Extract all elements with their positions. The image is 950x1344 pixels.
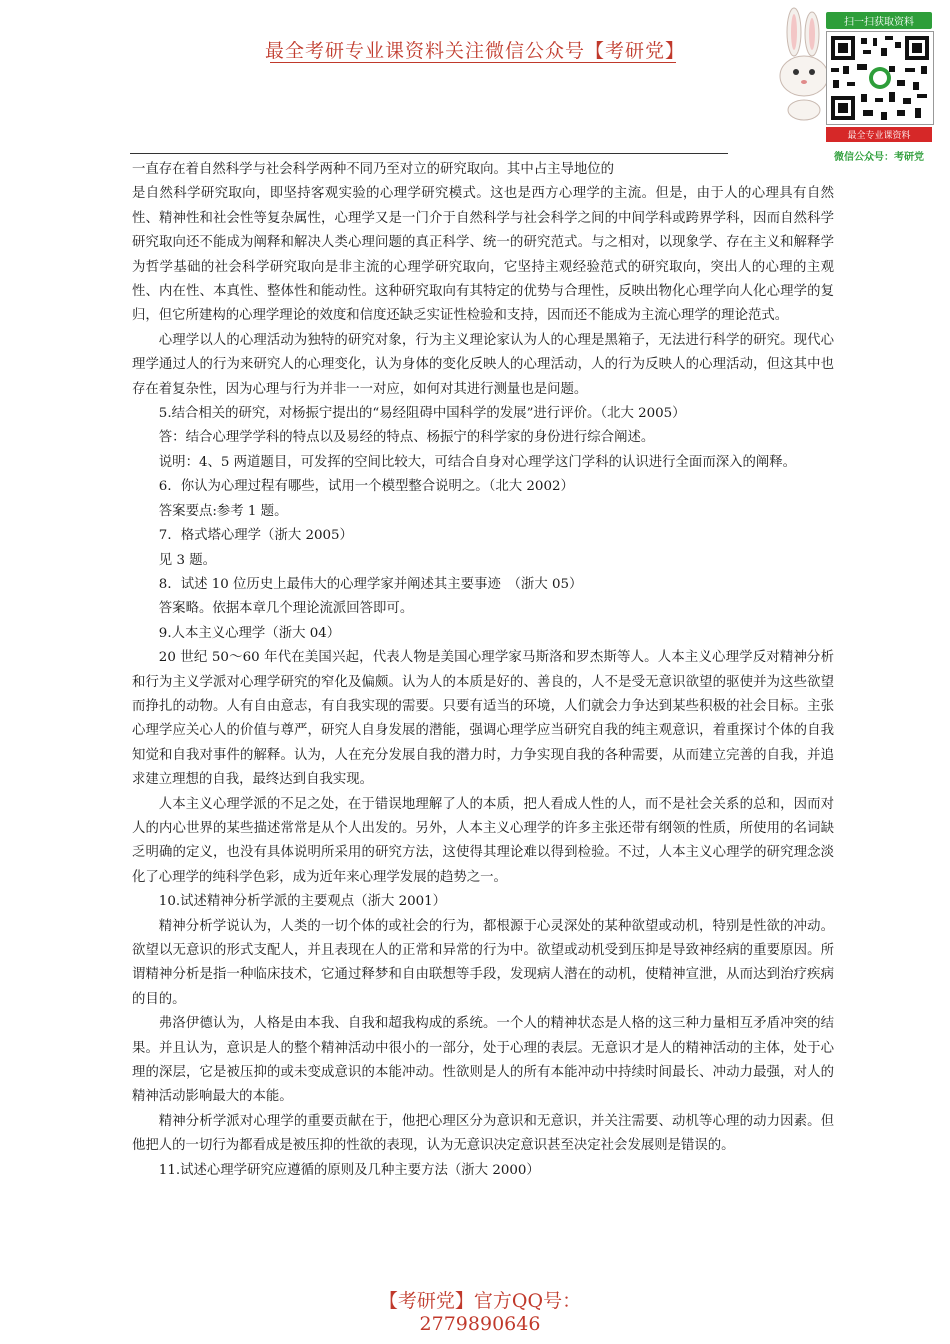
paragraph: 心理学以人的心理活动为独特的研究对象，行为主义理论家认为人的心理是黑箱子，无法进行科学的研究。现代心理学通过人的行为来研究人的心理变化，认为身体的变化反映人的心理活动，人的行为反映人的心理活动，但这其中也存在着复杂性，因为心理与行为并非一一对应，如何对其进行测量也是问题。 xyxy=(132,332,834,397)
paragraph: 答案要点:参考 1 题。 xyxy=(158,503,288,519)
paragraph: 11.试述心理学研究应遵循的原则及几种主要方法（浙大 2000） xyxy=(158,1162,540,1178)
paragraph: 答：结合心理学学科的特点以及易经的特点、杨振宁的科学家的身份进行综合阐述。 xyxy=(158,430,655,446)
qr-banner-bottom: 最全专业课资料 xyxy=(826,127,932,142)
paragraph: 精神分析学说认为，人类的一切个体的或社会的行为，都根源于心灵深处的某种欲望或动机，特别是性欲的冲动。欲望以无意识的形式支配人，并且表现在人的正常和异常的行为中。欲望或动机受到压抑是导致神经病的重要原因。所谓精神分析是指一种临床技术，它通过释梦和自由联想等手段，发现病人潜在的动机，使精神宣泄，从而达到治疗疾病的目的。 xyxy=(132,918,834,1007)
document-body xyxy=(132,158,834,1183)
top-rule xyxy=(130,153,728,154)
paragraph: 7．格式塔心理学（浙大 2005） xyxy=(158,528,353,544)
paragraph: 见 3 题。 xyxy=(158,552,217,568)
paragraph: 6．你认为心理过程有哪些，试用一个模型整合说明之。（北大 2002） xyxy=(158,479,574,495)
paragraph: 答案略。依据本章几个理论流派回答即可。 xyxy=(158,601,414,617)
paragraph: 人本主义心理学派的不足之处，在于错误地理解了人的本质，把人看成人性的人，而不是社会关系的总和，因而对人的内心世界的某些描述常常是从个人出发的。另外，人本主义心理学的许多主张还带有纲领的性质，所使用的名词缺乏明确的定义，也没有具体说明所采用的研究方法，这使得其理论难以得到检验。不过，人本主义心理学的研究理念淡化了心理学的纯科学色彩，成为近年来心理学发展的趋势之一。 xyxy=(132,796,834,885)
paragraph: 9.人本主义心理学（浙大 04） xyxy=(158,625,341,641)
paragraph: 弗洛伊德认为，人格是由本我、自我和超我构成的系统。一个人的精神状态是人格的这三种力量相互矛盾冲突的结果。并且认为，意识是人的整个精神活动中很小的一部分，处于心理的表层。无意识才是人的精神活动的主体，处于心理的深层，它是被压抑的或未变成意识的本能冲动。性欲则是人的所有本能冲动中持续时间最长、冲动力最强，对人的精神活动影响最大的本能。 xyxy=(132,1016,834,1105)
header-rule xyxy=(270,62,676,63)
qr-caption: 微信公众号：考研党 xyxy=(834,152,924,163)
header-title: 最全考研专业课资料关注微信公众号【考研党】 xyxy=(264,40,685,62)
paragraph: 5.结合相关的研究，对杨振宁提出的“易经阻碍中国科学的发展”进行评价。（北大 2005） xyxy=(158,406,686,422)
qr-banner-top: 扫一扫获取资料 xyxy=(826,12,932,29)
paragraph: 说明：4、5 两道题目，可发挥的空间比较大，可结合自身对心理学这门学科的认识进行全面而深入的阐释。 xyxy=(158,454,797,470)
qr-block xyxy=(820,12,938,163)
paragraph: 一直存在着自然科学与社会科学两种不同乃至对立的研究取向。其中占主导地位的 xyxy=(132,162,615,177)
footer-text: 【考研党】官方QQ号：2779890646 xyxy=(378,1290,582,1335)
paragraph: 20 世纪 50～60 年代在美国兴起，代表人物是美国心理学家马斯洛和罗杰斯等人。人本主义心理学反对精神分析和行为主义学派对心理学研究的窄化及偏颇。认为人的本质是好的、善良的，人不是受无意识欲望的驱使并为这些欲望而挣扎的动物。人有自由意志，有自我实现的需要。只要有适当的环境，人们就会力争达到某些积极的社会目标。主张心理学应关心人的价值与尊严，研究人自身发展的潜能，强调心理学应当研究自我的纯主观意识，着重探讨个体的自我知觉和自我对事件的解释。认为，人在充分发展自我的潜力时，力争实现自我的各种需要，从而建立完善的自我，并追求建立理想的自我，最终达到自我实现。 xyxy=(132,650,834,788)
paragraph: 精神分析学派对心理学的重要贡献在于，他把心理区分为意识和无意识，并关注需要、动机等心理的动力因素。但他把人的一切行为都看成是被压抑的性欲的表现，认为无意识决定意识甚至决定社会发展则是错误的。 xyxy=(132,1113,834,1154)
paragraph: 是自然科学研究取向，即坚持客观实验的心理学研究模式。这也是西方心理学的主流。但是，由于人的心理具有自然性、精神性和社会性等复杂属性，心理学又是一门介于自然科学与社会科学之间的中间学科或跨界学科，因而自然科学研究取向还不能成为阐释和解决人类心理问题的真正科学、统一的研究范式。与之相对，以现象学、存在主义和解释学为哲学基础的社会科学研究取向是非主流的心理学研究取向，它坚持主观经验范式的研究取向，突出人的心理的主观性、内在性、本真性、整体性和能动性。这种研究取向有其特定的优势与合理性，反映出物化心理学向人化心理学的复归，但它所建构的心理学理论的效度和信度还缺乏实证性检验和支持，因而还不能成为主流心理学的理论范式。 xyxy=(132,186,834,324)
qr-code-icon xyxy=(826,31,934,125)
paragraph: 8．试述 10 位历史上最伟大的心理学家并阐述其主要事迹 （浙大 05） xyxy=(158,576,583,592)
paragraph: 10.试述精神分析学派的主要观点（浙大 2001） xyxy=(158,894,447,910)
